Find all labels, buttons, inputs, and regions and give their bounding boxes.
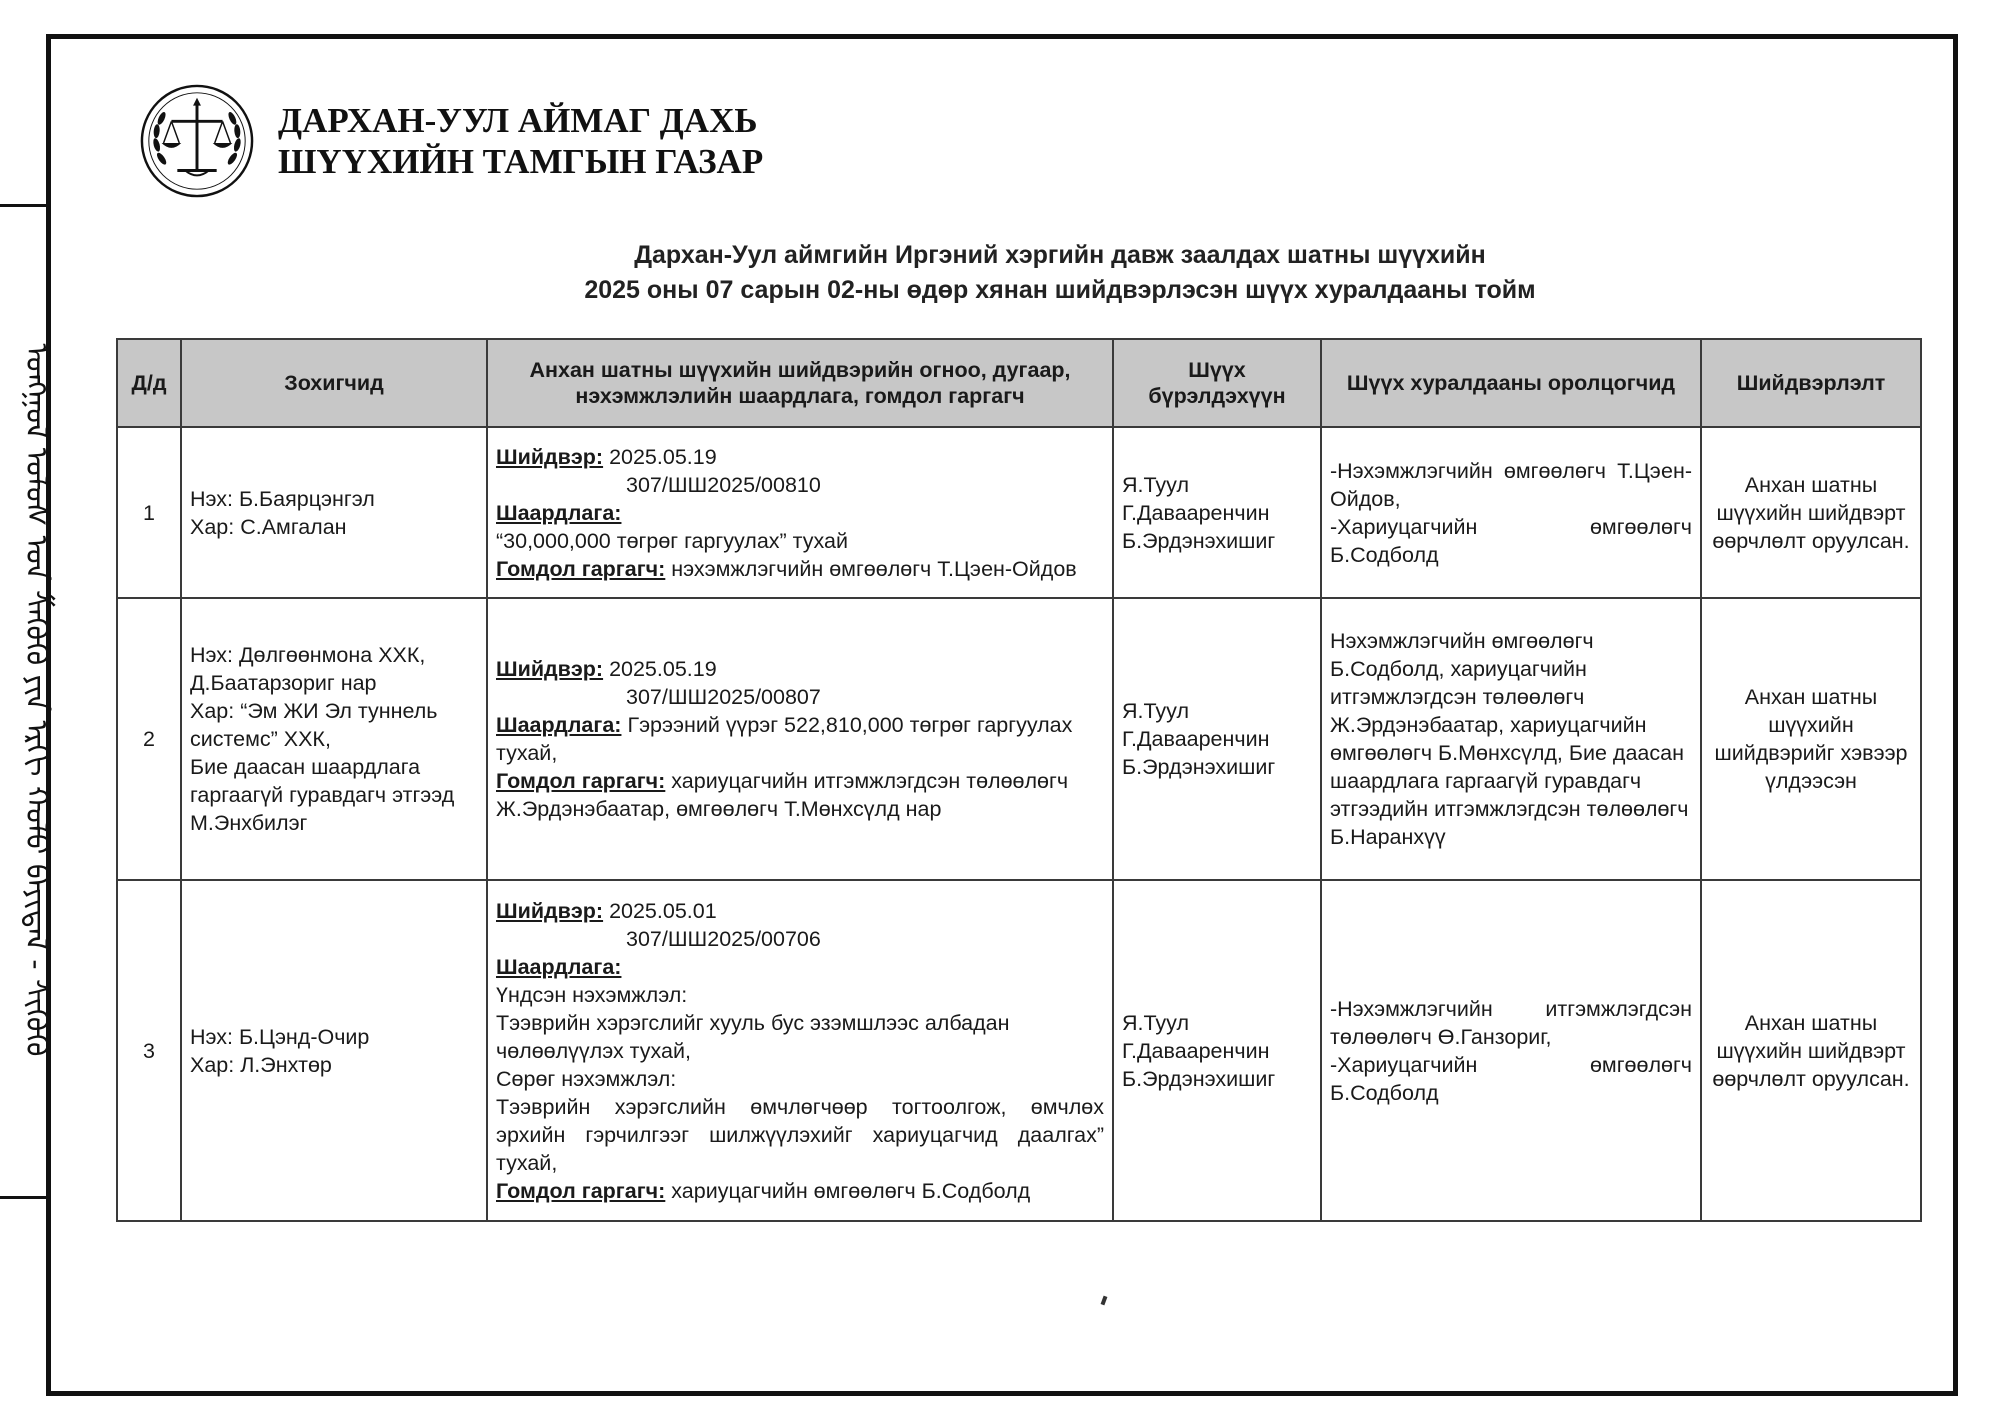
participants-cell: Нэхэмжлэгчийн өмгөөлөгч Б.Содболд, хариуцагчийн итгэмжлэгдсэн төлөөлөгч Ж.Эрдэнэбаатар, хариуцагчийн өмгөөлөгч Б.Мөнхсүлд, Бие даасан шаардлага гаргаагүй гуравдагч этгээдийн итгэмжлэгдсэн төлөөлөгч Б.Наранхүү [1321,598,1701,880]
claim-text: Тээврийн хэрэгслийн өмчлөгчөөр тогтоолгож, өмчлөх эрхийн гэрчилгээг шилжүүлэхийг хариуцагчид даалгах” тухай, [496,1094,1104,1175]
row-number: 3 [117,880,181,1221]
case-details-cell [487,598,1113,880]
decision-date: 2025.05.19 [609,657,717,681]
claim-text: “30,000,000 төгрөг гаргуулах” тухай [496,528,848,553]
parties-cell: Нэх: Б.Баярцэнгэл Хар: С.Амгалан [181,427,487,598]
case-details-cell [487,427,1113,598]
table-header-row [117,339,1921,427]
case-number: 307/ШШ2025/00810 [626,472,821,497]
decision-cell: Анхан шатны шүүхийн шийдвэрт өөрчлөлт оруулсан. [1701,427,1921,598]
complainant-text: хариуцагчийн өмгөөлөгч Б.Содболд [671,1178,1031,1203]
case-number: 307/ШШ2025/00706 [626,926,821,951]
table-row [117,880,1921,1221]
case-number: 307/ШШ2025/00807 [626,685,821,709]
claim-text: Үндсэн нэхэмжлэл: [496,982,688,1007]
participants-cell: -Нэхэмжлэгчийн итгэмжлэгдсэн төлөөлөгч Ө.Ганзориг, -Хариуцагчийн өмгөөлөгч Б.Содболд [1321,880,1701,1221]
complainant-text: хариуцагчийн итгэмжлэгдсэн төлөөлөгч Ж.Эрдэнэбаатар, өмгөөлөгч Т.Мөнхсүлд нар [496,769,1069,821]
row-number: 2 [117,598,181,880]
page-title: Дархан-Уул аймгийн Иргэний хэргийн давж заалдах шатны шүүхийн 2025 оны 07 сарын 02-ны өдөр хянан шийдвэрлэсэн шүүх хуралдааны тойм [584,241,1536,304]
judges-cell: Я.Туул Г.Давааренчин Б.Эрдэнэхишиг [1113,880,1321,1221]
claim-text: Тээврийн хэрэгслийг хууль бус эзэмшлээс албадан чөлөөлүүлэх тухай, [496,1010,1010,1063]
scales-of-justice-wreath-icon [138,82,256,200]
complainant-label: Гомдол гаргагч: [496,769,666,793]
claim-label: Шаардлага: [496,713,622,737]
complainant-label: Гомдол гаргагч: [496,1178,666,1203]
judges-cell: Я.Туул Г.Давааренчин Б.Эрдэнэхишиг [1113,598,1321,880]
participants-cell: -Нэхэмжлэгчийн өмгөөлөгч Т.Цэен-Ойдов, -Хариуцагчийн өмгөөлөгч Б.Содболд [1321,427,1701,598]
claim-text: Гэрээний үүрэг 522,810,000 төгрөг гаргуулах тухай, [496,713,1073,765]
column-header-num: Д/д [117,339,181,427]
decision-label: Шийдвэр: [496,444,604,469]
decision-label: Шийдвэр: [496,657,604,681]
parties-cell: Нэх: Дөлгөөнмона ХХК, Д.Баатарзориг нар Хар: “Эм ЖИ Эл туннель системс” ХХК, Бие даасан шаардлага гаргаагүй гуравдагч этгээд М.Энхбилэг [181,598,487,880]
column-header-parties: Зохигчид [181,339,487,427]
column-header-decision: Шийдвэрлэлт [1701,339,1921,427]
organization-name: ДАРХАН-УУЛ АЙМАГ ДАХЬ ШҮҮХИЙН ТАМГЫН ГАЗАР [278,101,764,181]
side-rule [0,204,46,207]
decision-label: Шийдвэр: [496,898,604,923]
vertical-mongolian-script: ᠮᠣᠩᠭᠣᠯ ᠤᠯᠤᠰ ᠤᠨ ᠱᠡᠭᠦᠬᠦ ᠶᠢᠨ ᠡᠷᠬᠢ ᠬᠤᠯᠤ ᠪᠠᠶᠢᠳᠠᠯ - ᠰᠢᠭᠦᠬᠦ [18,343,54,1057]
decision-cell: Анхан шатны шүүхийн шийдвэрт өөрчлөлт оруулсан. [1701,880,1921,1221]
row-number: 1 [117,427,181,598]
claim-text: Сөрөг нэхэмжлэл: [496,1066,677,1091]
case-details-cell [487,880,1113,1221]
claim-label: Шаардлага: [496,954,622,979]
complainant-text: нэхэмжлэгчийн өмгөөлөгч Т.Цэен-Ойдов [671,556,1077,581]
column-header-judges: Шүүх бүрэлдэхүүн [1113,339,1321,427]
table-row [117,427,1921,598]
hearing-summary-table [116,338,1922,1222]
table-row [117,598,1921,880]
decision-date: 2025.05.01 [609,898,717,923]
decision-cell: Анхан шатны шүүхийн шийдвэрийг хэвээр үлдээсэн [1701,598,1921,880]
column-header-participants: Шүүх хуралдааны оролцогчид [1321,339,1701,427]
judges-cell: Я.Туул Г.Давааренчин Б.Эрдэнэхишиг [1113,427,1321,598]
column-header-details: Анхан шатны шүүхийн шийдвэрийн огноо, дугаар, нэхэмжлэлийн шаардлага, гомдол гаргагч [487,339,1113,427]
parties-cell: Нэх: Б.Цэнд-Очир Хар: Л.Энхтөр [181,880,487,1221]
header [138,82,763,200]
side-rule [0,1196,46,1199]
claim-label: Шаардлага: [496,500,622,525]
complainant-label: Гомдол гаргагч: [496,556,666,581]
decision-date: 2025.05.19 [609,444,717,469]
